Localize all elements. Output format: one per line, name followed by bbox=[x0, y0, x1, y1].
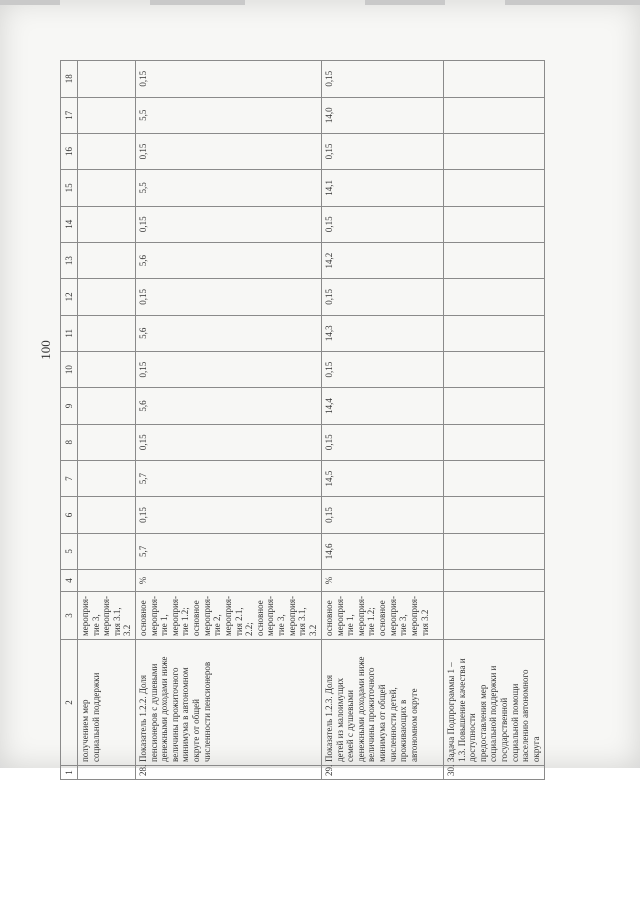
unit-cell: % bbox=[322, 570, 444, 592]
value-cell: 0,15 bbox=[322, 351, 444, 387]
value-cell bbox=[444, 133, 544, 169]
value-cell bbox=[444, 279, 544, 315]
blank-area bbox=[0, 768, 640, 905]
value-cell: 5,7 bbox=[136, 533, 322, 569]
value-cell: 5,5 bbox=[136, 170, 322, 206]
value-cell: 14,1 bbox=[322, 170, 444, 206]
value-cell bbox=[444, 533, 544, 569]
col-number: 12 bbox=[61, 279, 78, 315]
value-cell: 5,6 bbox=[136, 315, 322, 351]
indicator-name-cell: Показатель 1.2.2. Доля пенсионеров с душевыми денежными доходами ниже величины прожиточного минимума в автономном округе от общей численности пенсионеров bbox=[136, 640, 322, 766]
unit-cell: % bbox=[136, 570, 322, 592]
activities-cell: основное мероприя- тие 1, мероприя- тие 1.2; основное мероприя- тие 2, мероприя- тия 2.1, 2.2; основное мероприя- тие 3, мероприя- тия 3.1, 3.2 bbox=[136, 592, 322, 640]
value-cell bbox=[444, 97, 544, 133]
col-number: 6 bbox=[61, 497, 78, 533]
value-cell: 0,15 bbox=[136, 279, 322, 315]
value-cell bbox=[444, 351, 544, 387]
col-number: 2 bbox=[61, 640, 78, 766]
activities-cell: мероприя- тие 3, мероприя- тия 3.1, 3.2 bbox=[78, 592, 136, 640]
col-number: 8 bbox=[61, 424, 78, 460]
table-row-continuation bbox=[78, 61, 136, 780]
row-number-cell: 30. bbox=[444, 766, 544, 780]
value-cell: 5,6 bbox=[136, 388, 322, 424]
table-row bbox=[322, 61, 444, 780]
value-cell: 0,15 bbox=[136, 61, 322, 98]
value-cell: 14,4 bbox=[322, 388, 444, 424]
value-cell: 0,15 bbox=[322, 206, 444, 242]
col-number: 18 bbox=[61, 61, 78, 98]
row-number-cell: 28. bbox=[136, 766, 322, 780]
indicator-name-cell: Показатель 1.2.3. Доля детей из малоимущих семей с душевыми денежными доходами ниже величины прожиточного минимума от общей численности детей, проживающих в автономном округе bbox=[322, 640, 444, 766]
value-cell bbox=[444, 170, 544, 206]
indicator-name-cell: получением мер социальной поддержки bbox=[78, 640, 136, 766]
value-cell: 14,2 bbox=[322, 242, 444, 278]
indicator-name-cell: Задача Подпрограммы 1 – 1.3. Повышение качества и доступности предоставления мер социальной поддержки и государственной социальной помощи населению автономного округа bbox=[444, 640, 544, 766]
value-cell: 14,3 bbox=[322, 315, 444, 351]
value-cell bbox=[444, 497, 544, 533]
value-cell: 5,5 bbox=[136, 97, 322, 133]
col-number: 5 bbox=[61, 533, 78, 569]
col-number: 4 bbox=[61, 570, 78, 592]
value-cell bbox=[444, 460, 544, 496]
value-cell: 5,6 bbox=[136, 242, 322, 278]
value-cell: 0,15 bbox=[136, 133, 322, 169]
col-number: 16 bbox=[61, 133, 78, 169]
row-number-cell bbox=[78, 766, 136, 780]
value-cell bbox=[444, 424, 544, 460]
col-number: 13 bbox=[61, 242, 78, 278]
col-number: 7 bbox=[61, 460, 78, 496]
value-cell: 0,15 bbox=[136, 206, 322, 242]
value-cell: 14,5 bbox=[322, 460, 444, 496]
row-number-cell: 29. bbox=[322, 766, 444, 780]
indicators-table bbox=[60, 60, 545, 780]
unit-cell bbox=[444, 570, 544, 592]
value-cell: 0,15 bbox=[322, 424, 444, 460]
value-cell bbox=[444, 242, 544, 278]
col-number: 17 bbox=[61, 97, 78, 133]
col-number: 10 bbox=[61, 351, 78, 387]
scan-artifact bbox=[365, 0, 445, 5]
value-cell: 5,7 bbox=[136, 460, 322, 496]
value-cell: 0,15 bbox=[136, 351, 322, 387]
value-cell: 0,15 bbox=[322, 133, 444, 169]
value-cell: 0,15 bbox=[322, 61, 444, 98]
col-number: 1 bbox=[61, 766, 78, 780]
value-cell bbox=[444, 315, 544, 351]
activities-cell bbox=[444, 592, 544, 640]
page-number: 100 bbox=[38, 340, 53, 360]
scan-artifact bbox=[505, 0, 640, 5]
value-cell: 0,15 bbox=[136, 424, 322, 460]
rotated-table-frame bbox=[60, 60, 541, 780]
scan-artifact bbox=[0, 0, 60, 5]
table-row bbox=[444, 61, 544, 780]
col-number: 3 bbox=[61, 592, 78, 640]
value-cell: 0,15 bbox=[322, 279, 444, 315]
activities-cell: основное мероприя- тие 1, мероприя- тие 1.2; основное мероприя- тие 3, мероприя- тия 3.2 bbox=[322, 592, 444, 640]
value-cell: 0,15 bbox=[322, 497, 444, 533]
col-number: 9 bbox=[61, 388, 78, 424]
col-number: 11 bbox=[61, 315, 78, 351]
value-cell bbox=[444, 206, 544, 242]
col-number: 15 bbox=[61, 170, 78, 206]
value-cell: 0,15 bbox=[136, 497, 322, 533]
scan-artifact bbox=[150, 0, 245, 5]
value-cell: 14,0 bbox=[322, 97, 444, 133]
value-cell bbox=[444, 61, 544, 98]
table-row bbox=[136, 61, 322, 780]
column-number-row bbox=[61, 61, 78, 780]
value-cell bbox=[444, 388, 544, 424]
value-cell: 14,6 bbox=[322, 533, 444, 569]
col-number: 14 bbox=[61, 206, 78, 242]
